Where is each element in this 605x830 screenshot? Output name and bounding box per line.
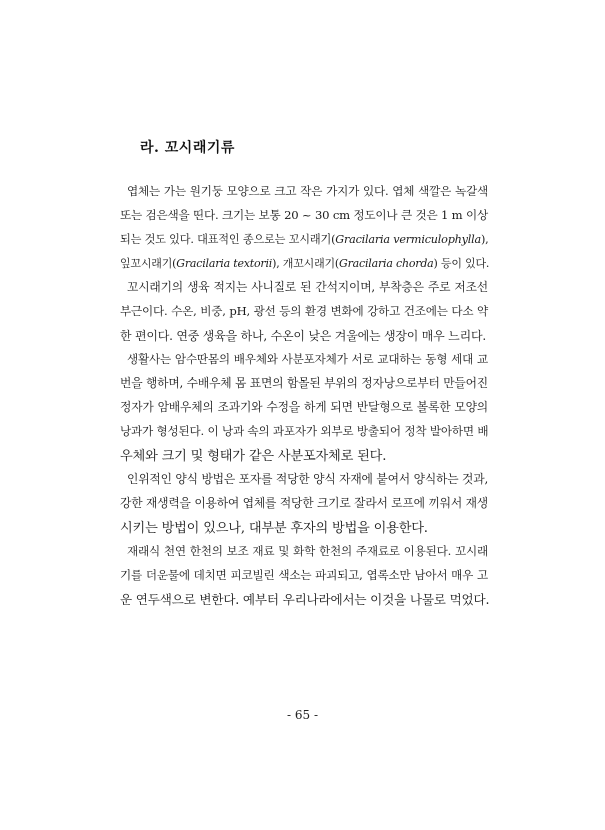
paragraph-1-line-3 bbox=[120, 234, 488, 245]
species-name: Gracilaria chorda bbox=[339, 257, 434, 270]
paragraph-1-line-2: 또는 검은색을 띤다. 크기는 보통 20 ~ 30 cm 정도이나 큰 것은 1 m 이상 bbox=[120, 208, 488, 222]
paragraph-3-line-5: 우체와 크기 및 형태가 같은 사분포자체로 된다. bbox=[120, 449, 387, 464]
section-heading: 라. 꼬시래기류 bbox=[140, 140, 235, 156]
paragraph-3-line-1: 생활사는 암수딴몸의 배우체와 사분포자체가 서로 교대하는 동형 세대 교 bbox=[127, 352, 488, 366]
species-name: Gracilaria textorii bbox=[176, 257, 273, 270]
paragraph-5-line-1: 재래식 천연 한천의 보조 재료 및 화학 한천의 주재료로 이용된다. 꼬시래 bbox=[127, 544, 488, 558]
paragraph-4-line-2: 강한 재생력을 이용하여 엽체를 적당한 크기로 잘라서 로프에 끼워서 재생 bbox=[120, 496, 488, 510]
paragraph-1-line-4: 잎꼬시래기(Gracilaria textorii), 개꼬시래기(Gracilaria chorda) 등이 있다. bbox=[120, 257, 490, 270]
species-line-3: 되는 것도 있다. 대표적인 종으로는 꼬시래기(Gracilaria vermiculophylla), bbox=[120, 233, 489, 246]
paragraph-4-line-3: 시키는 방법이 있으나, 대부분 후자의 방법을 이용한다. bbox=[120, 521, 428, 536]
paragraph-3-line-2: 번을 행하며, 수배우체 몸 표면의 함몰된 부위의 정자낭으로부터 만들어진 bbox=[120, 376, 488, 390]
paragraph-5-line-3: 운 연두색으로 변한다. 예부터 우리나라에서는 이것을 나물로 먹었다. bbox=[120, 592, 490, 607]
paragraph-5-line-2: 기를 더운물에 데치면 피코빌린 색소는 파괴되고, 엽록소만 남아서 매우 고 bbox=[120, 568, 488, 582]
paragraph-2-line-3: 한 편이다. 연중 생육을 하나, 수온이 낮은 겨울에는 생장이 매우 느리다. bbox=[120, 329, 486, 343]
paragraph-2-line-1: 꼬시래기의 생육 적지는 사니질로 된 간석지이며, 부착층은 주로 저조선 bbox=[127, 280, 488, 294]
paragraph-3-line-4: 낭과가 형성된다. 이 낭과 속의 과포자가 외부로 방출되어 정착 발아하면 배 bbox=[120, 424, 489, 438]
paragraph-3-line-3: 정자가 암배우체의 조과기와 수정을 하게 되면 반달형으로 볼록한 모양의 bbox=[120, 400, 488, 414]
paragraph-2-line-2: 부근이다. 수온, 비중, pH, 광선 등의 환경 변화에 강하고 건조에는 다소 약 bbox=[120, 304, 488, 318]
paragraph-4-line-1: 인위적인 양식 방법은 포자를 적당한 양식 자재에 붙여서 양식하는 것과, bbox=[127, 472, 488, 486]
paragraph-1-line-1: 엽체는 가는 원기둥 모양으로 크고 작은 가지가 있다. 엽체 색깔은 녹갈색 bbox=[127, 184, 488, 198]
page-number: - 65 - bbox=[286, 708, 318, 722]
species-name: Gracilaria vermiculophylla bbox=[335, 233, 482, 246]
